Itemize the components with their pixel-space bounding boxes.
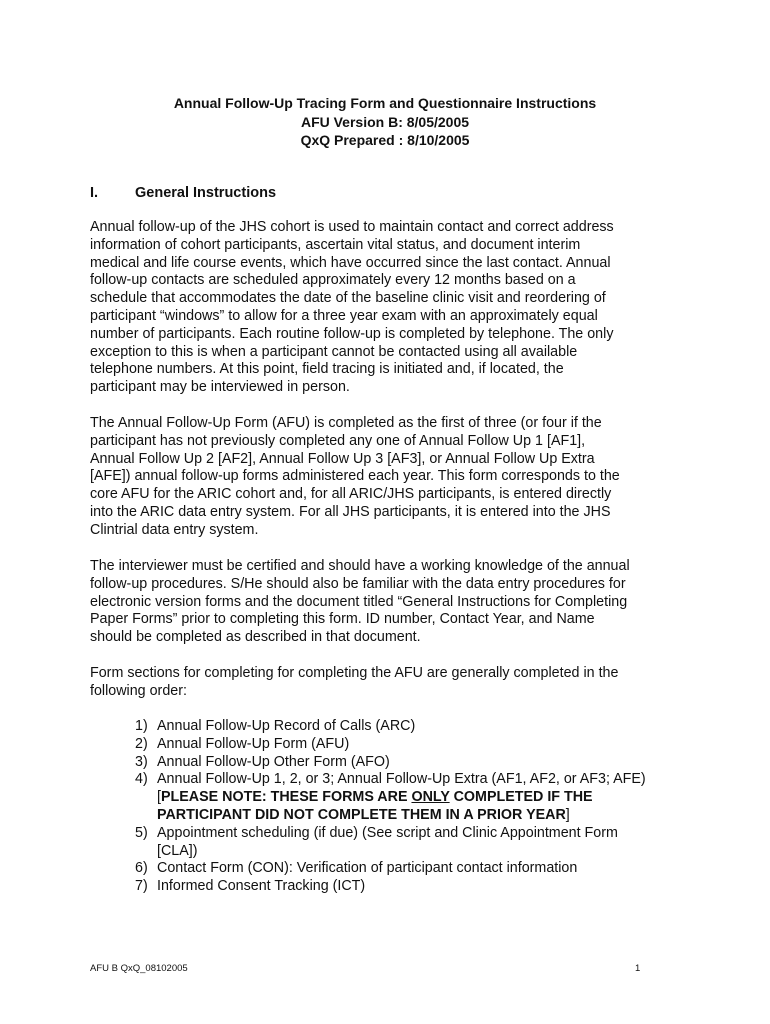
text-line: core AFU for the ARIC cohort and, for all ARIC/JHS participants, is entered directly (90, 486, 612, 503)
list-item-text: Annual Follow-Up Record of Calls (ARC) (157, 718, 416, 734)
note-text: PLEASE NOTE: THESE FORMS ARE (160, 789, 412, 806)
note-bracket-open: [ (157, 789, 161, 806)
title-prepared-date: QxQ Prepared : 8/10/2005 (300, 132, 470, 148)
text-line: follow-up procedures. S/He should also be familiar with the data entry procedures for (90, 575, 626, 592)
list-item (135, 718, 695, 736)
text-line: participant has not previously completed any one of Annual Follow Up 1 [AF1], (90, 432, 586, 449)
note-bracket-close: ] (565, 806, 570, 823)
paragraph-form-order (90, 665, 670, 701)
list-item-note (157, 807, 695, 825)
list-marker: 1) (135, 718, 148, 734)
list-item (135, 878, 695, 896)
note-text: COMPLETED IF THE (449, 789, 593, 806)
list-marker: 3) (135, 753, 148, 770)
text-line: information of cohort participants, ascertain vital status, and document interim (90, 236, 581, 253)
list-item-text: Annual Follow-Up Form (AFU) (157, 735, 350, 752)
text-line: medical and life course events, which have occurred since the last contact. Annual (90, 254, 611, 271)
text-line: exception to this is when a participant cannot be contacted using all available (90, 343, 578, 360)
text-line: following order: (90, 682, 187, 699)
title-version: AFU Version B: 8/05/2005 (300, 113, 470, 130)
text-line: participant may be interviewed in person. (90, 379, 350, 396)
list-marker: 4) (135, 771, 148, 788)
list-marker: 5) (135, 824, 148, 841)
list-item (135, 825, 695, 861)
text-line: electronic version forms and the document titled “General Instructions for Completing (90, 593, 628, 610)
text-line: [AFE]) annual follow-up forms administered each year. This form corresponds to the (90, 468, 620, 485)
list-item-text: [CLA]) (157, 842, 198, 859)
text-line: telephone numbers. At this point, field tracing is initiated and, if located, the (90, 361, 564, 378)
section-number: I. (90, 185, 99, 201)
text-line: Paper Forms” prior to completing this form. ID number, Contact Year, and Name (90, 611, 595, 628)
text-line: follow-up contacts are scheduled approximately every 12 months based on a (90, 272, 576, 289)
text-line: participant “windows” to allow for a three year exam with an approximately equal (90, 307, 598, 324)
paragraph-afu-form (90, 415, 670, 540)
text-line: number of participants. Each routine follow-up is completed by telephone. The only (90, 325, 614, 342)
note-emphasis: ONLY (411, 789, 450, 806)
section-title: General Instructions (135, 185, 277, 201)
list-item (135, 771, 695, 824)
text-line: Form sections for completing for completing the AFU are generally completed in the (90, 665, 619, 681)
note-text: PARTICIPANT DID NOT COMPLETE THEM IN A PRIOR YEAR (157, 806, 566, 823)
list-item-text: Annual Follow-Up 1, 2, or 3; Annual Follow-Up Extra (AF1, AF2, or AF3; AFE) (157, 771, 646, 788)
footer-page-number: 1 (635, 963, 641, 974)
list-item-text: Contact Form (CON): Verification of participant contact information (157, 860, 578, 877)
text-line: into the ARIC data entry system. For all JHS participants, it is entered into the JHS (90, 503, 611, 520)
list-item (135, 754, 695, 772)
list-item (135, 860, 695, 878)
text-line: Annual Follow Up 2 [AF2], Annual Follow Up 3 [AF3], or Annual Follow Up Extra (90, 450, 595, 467)
text-line: Clintrial data entry system. (90, 521, 259, 538)
text-line: Annual follow-up of the JHS cohort is used to maintain contact and correct address (90, 219, 614, 235)
list-item-note (157, 789, 695, 807)
text-line: The interviewer must be certified and should have a working knowledge of the annual (90, 558, 630, 574)
list-item-text: Annual Follow-Up Other Form (AFO) (157, 753, 390, 770)
list-marker: 7) (135, 878, 148, 895)
footer-document-code: AFU B QxQ_08102005 (90, 963, 188, 974)
text-line: The Annual Follow-Up Form (AFU) is completed as the first of three (or four if the (90, 415, 602, 431)
section-heading (90, 185, 276, 201)
list-marker: 6) (135, 860, 148, 877)
list-item-text: Informed Consent Tracking (ICT) (157, 878, 366, 895)
text-line: schedule that accommodates the date of the baseline clinic visit and reordering of (90, 290, 606, 307)
document-title (0, 94, 770, 150)
paragraph-cohort-follow-up (90, 219, 670, 397)
text-line: should be completed as described in that document. (90, 629, 421, 646)
paragraph-interviewer (90, 558, 670, 647)
form-order-list (135, 718, 695, 896)
title-line-1: Annual Follow-Up Tracing Form and Questionnaire Instructions (173, 95, 597, 111)
list-item-text: Appointment scheduling (if due) (See script and Clinic Appointment Form (157, 824, 618, 841)
list-item (135, 736, 695, 754)
list-marker: 2) (135, 735, 148, 752)
